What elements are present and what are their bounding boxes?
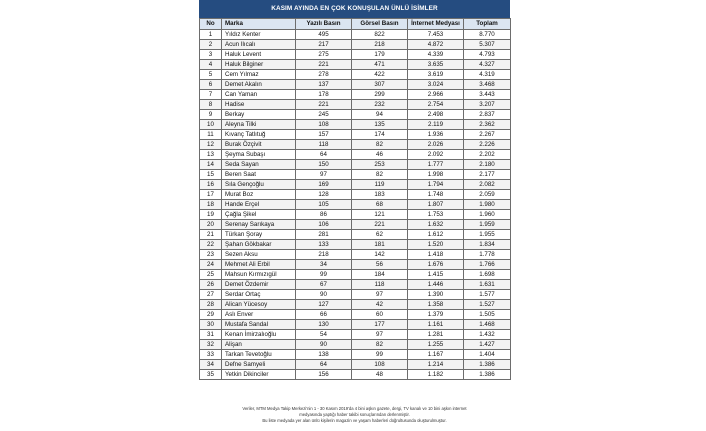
cell-gorsel: 48: [352, 370, 408, 380]
cell-name: Beren Saat: [222, 170, 296, 180]
cell-toplam: 1.955: [464, 230, 511, 240]
cell-gorsel: 135: [352, 120, 408, 130]
cell-yazili: 221: [296, 60, 352, 70]
table-row: [200, 250, 511, 260]
cell-yazili: 245: [296, 110, 352, 120]
cell-gorsel: 422: [352, 70, 408, 80]
footnote-line: Veriler, MTM Medya Takip Merkezi'nin 1 - 30 Kasım 2019'da 4 bini aşkın gazete, dergi, TV kanalı ve 10 bini aşkın internet: [242, 406, 467, 411]
cell-gorsel: 822: [352, 30, 408, 40]
table-row: [200, 330, 511, 340]
cell-no: 24: [200, 260, 222, 270]
cell-yazili: 275: [296, 50, 352, 60]
ranking-panel: [199, 0, 510, 431]
table-row: [200, 130, 511, 140]
table-row: [200, 170, 511, 180]
cell-yazili: 127: [296, 300, 352, 310]
cell-gorsel: 60: [352, 310, 408, 320]
cell-toplam: 1.766: [464, 260, 511, 270]
cell-yazili: 64: [296, 360, 352, 370]
cell-no: 18: [200, 200, 222, 210]
cell-yazili: 54: [296, 330, 352, 340]
cell-name: Yıldız Kenter: [222, 30, 296, 40]
cell-internet: 1.214: [408, 360, 464, 370]
column-header-internet-medyasi: İnternet Medyası: [408, 19, 464, 30]
cell-internet: 1.807: [408, 200, 464, 210]
cell-name: Serdar Ortaç: [222, 290, 296, 300]
cell-name: Serenay Sarıkaya: [222, 220, 296, 230]
table-row: [200, 320, 511, 330]
cell-yazili: 64: [296, 150, 352, 160]
cell-yazili: 128: [296, 190, 352, 200]
cell-gorsel: 218: [352, 40, 408, 50]
cell-no: 29: [200, 310, 222, 320]
cell-name: Alican Yücesoy: [222, 300, 296, 310]
cell-name: Tarkan Tevetoğlu: [222, 350, 296, 360]
table-row: [200, 190, 511, 200]
cell-no: 4: [200, 60, 222, 70]
cell-internet: 3.635: [408, 60, 464, 70]
table-title: KASIM AYINDA EN ÇOK KONUŞULAN ÜNLÜ İSİMLER: [199, 0, 510, 18]
cell-no: 30: [200, 320, 222, 330]
table-row: [200, 180, 511, 190]
cell-yazili: 217: [296, 40, 352, 50]
cell-gorsel: 108: [352, 360, 408, 370]
cell-toplam: 1.432: [464, 330, 511, 340]
cell-name: Aleyna Tilki: [222, 120, 296, 130]
cell-toplam: 3.468: [464, 80, 511, 90]
cell-yazili: 138: [296, 350, 352, 360]
cell-yazili: 137: [296, 80, 352, 90]
cell-name: Mahsun Kırmızıgül: [222, 270, 296, 280]
cell-yazili: 67: [296, 280, 352, 290]
cell-internet: 1.753: [408, 210, 464, 220]
cell-toplam: 3.207: [464, 100, 511, 110]
cell-yazili: 221: [296, 100, 352, 110]
cell-internet: 1.167: [408, 350, 464, 360]
cell-gorsel: 82: [352, 140, 408, 150]
cell-gorsel: 46: [352, 150, 408, 160]
cell-no: 27: [200, 290, 222, 300]
cell-no: 32: [200, 340, 222, 350]
cell-gorsel: 253: [352, 160, 408, 170]
cell-internet: 1.182: [408, 370, 464, 380]
cell-toplam: 2.267: [464, 130, 511, 140]
cell-toplam: 5.307: [464, 40, 511, 50]
cell-toplam: 1.505: [464, 310, 511, 320]
table-row: [200, 220, 511, 230]
cell-toplam: 1.404: [464, 350, 511, 360]
table-row: [200, 290, 511, 300]
cell-toplam: 1.386: [464, 360, 511, 370]
cell-gorsel: 62: [352, 230, 408, 240]
cell-yazili: 106: [296, 220, 352, 230]
cell-internet: 2.754: [408, 100, 464, 110]
cell-yazili: 178: [296, 90, 352, 100]
cell-name: Seda Sayan: [222, 160, 296, 170]
table-row: [200, 50, 511, 60]
cell-gorsel: 42: [352, 300, 408, 310]
cell-name: Yetkin Dikinciler: [222, 370, 296, 380]
cell-internet: 3.024: [408, 80, 464, 90]
cell-yazili: 218: [296, 250, 352, 260]
cell-toplam: 1.834: [464, 240, 511, 250]
cell-name: Can Yaman: [222, 90, 296, 100]
cell-toplam: 2.059: [464, 190, 511, 200]
table-row: [200, 310, 511, 320]
table-row: [200, 200, 511, 210]
cell-internet: 1.936: [408, 130, 464, 140]
cell-no: 7: [200, 90, 222, 100]
cell-no: 23: [200, 250, 222, 260]
cell-name: Sıla Gençoğlu: [222, 180, 296, 190]
cell-internet: 1.998: [408, 170, 464, 180]
column-header-no: No: [200, 19, 222, 30]
cell-no: 35: [200, 370, 222, 380]
cell-no: 1: [200, 30, 222, 40]
table-row: [200, 370, 511, 380]
cell-toplam: 3.443: [464, 90, 511, 100]
cell-toplam: 1.960: [464, 210, 511, 220]
cell-name: Mehmet Ali Erbil: [222, 260, 296, 270]
cell-no: 10: [200, 120, 222, 130]
cell-no: 21: [200, 230, 222, 240]
cell-yazili: 105: [296, 200, 352, 210]
cell-gorsel: 142: [352, 250, 408, 260]
cell-yazili: 34: [296, 260, 352, 270]
cell-gorsel: 183: [352, 190, 408, 200]
cell-gorsel: 97: [352, 330, 408, 340]
table-row: [200, 140, 511, 150]
cell-no: 16: [200, 180, 222, 190]
cell-name: Haluk Bilginer: [222, 60, 296, 70]
cell-no: 3: [200, 50, 222, 60]
column-header-yazili-basin: Yazılı Basın: [296, 19, 352, 30]
cell-internet: 1.415: [408, 270, 464, 280]
table-row: [200, 70, 511, 80]
cell-gorsel: 119: [352, 180, 408, 190]
table-row: [200, 40, 511, 50]
footnote-line: Bu liste medyada yer alan ünlü kişilerin magazin ve yaşam haberleri doğrultusunda oluşturulmuştur.: [262, 418, 447, 423]
header-row: [200, 19, 511, 30]
cell-name: Şeyma Subaşı: [222, 150, 296, 160]
table-row: [200, 90, 511, 100]
cell-internet: 1.676: [408, 260, 464, 270]
table-row: [200, 30, 511, 40]
cell-internet: 2.966: [408, 90, 464, 100]
cell-yazili: 108: [296, 120, 352, 130]
cell-internet: 1.612: [408, 230, 464, 240]
cell-toplam: 4.319: [464, 70, 511, 80]
cell-no: 26: [200, 280, 222, 290]
cell-no: 9: [200, 110, 222, 120]
cell-yazili: 169: [296, 180, 352, 190]
cell-internet: 1.390: [408, 290, 464, 300]
cell-internet: 2.119: [408, 120, 464, 130]
cell-internet: 3.619: [408, 70, 464, 80]
cell-toplam: 1.577: [464, 290, 511, 300]
cell-name: Türkan Şoray: [222, 230, 296, 240]
table-row: [200, 340, 511, 350]
ranking-table: [199, 18, 511, 380]
cell-yazili: 133: [296, 240, 352, 250]
cell-yazili: 97: [296, 170, 352, 180]
cell-internet: 2.026: [408, 140, 464, 150]
cell-no: 15: [200, 170, 222, 180]
cell-gorsel: 471: [352, 60, 408, 70]
table-row: [200, 80, 511, 90]
cell-yazili: 150: [296, 160, 352, 170]
cell-yazili: 157: [296, 130, 352, 140]
cell-yazili: 86: [296, 210, 352, 220]
cell-gorsel: 232: [352, 100, 408, 110]
table-row: [200, 100, 511, 110]
table-row: [200, 240, 511, 250]
cell-toplam: 1.778: [464, 250, 511, 260]
table-row: [200, 120, 511, 130]
cell-gorsel: 94: [352, 110, 408, 120]
cell-toplam: 2.180: [464, 160, 511, 170]
cell-gorsel: 121: [352, 210, 408, 220]
cell-name: Demet Özdemir: [222, 280, 296, 290]
cell-internet: 1.255: [408, 340, 464, 350]
footnote-line: medyasında yaptığı haber takibi sonuçlarından derlenmiştir.: [299, 412, 410, 417]
cell-internet: 1.748: [408, 190, 464, 200]
cell-name: Aslı Enver: [222, 310, 296, 320]
cell-no: 34: [200, 360, 222, 370]
cell-no: 6: [200, 80, 222, 90]
cell-name: Kenan İmirzalıoğlu: [222, 330, 296, 340]
table-row: [200, 160, 511, 170]
cell-internet: 1.281: [408, 330, 464, 340]
cell-name: Mustafa Sandal: [222, 320, 296, 330]
cell-no: 25: [200, 270, 222, 280]
cell-no: 5: [200, 70, 222, 80]
cell-internet: 1.161: [408, 320, 464, 330]
cell-no: 28: [200, 300, 222, 310]
cell-no: 17: [200, 190, 222, 200]
cell-yazili: 278: [296, 70, 352, 80]
cell-no: 33: [200, 350, 222, 360]
cell-internet: 1.632: [408, 220, 464, 230]
cell-gorsel: 99: [352, 350, 408, 360]
column-header-toplam: Toplam: [464, 19, 511, 30]
cell-name: Hadise: [222, 100, 296, 110]
cell-yazili: 66: [296, 310, 352, 320]
cell-yazili: 99: [296, 270, 352, 280]
table-row: [200, 260, 511, 270]
cell-internet: 1.446: [408, 280, 464, 290]
cell-toplam: 1.980: [464, 200, 511, 210]
cell-yazili: 156: [296, 370, 352, 380]
cell-gorsel: 118: [352, 280, 408, 290]
table-row: [200, 280, 511, 290]
cell-no: 2: [200, 40, 222, 50]
cell-internet: 1.379: [408, 310, 464, 320]
cell-toplam: 1.427: [464, 340, 511, 350]
table-row: [200, 350, 511, 360]
cell-yazili: 90: [296, 290, 352, 300]
cell-toplam: 2.202: [464, 150, 511, 160]
cell-gorsel: 179: [352, 50, 408, 60]
cell-toplam: 8.770: [464, 30, 511, 40]
table-row: [200, 360, 511, 370]
cell-name: Haluk Levent: [222, 50, 296, 60]
cell-name: Sezen Aksu: [222, 250, 296, 260]
cell-toplam: 1.631: [464, 280, 511, 290]
cell-gorsel: 82: [352, 340, 408, 350]
cell-name: Şahan Gökbakar: [222, 240, 296, 250]
cell-yazili: 495: [296, 30, 352, 40]
cell-no: 31: [200, 330, 222, 340]
cell-toplam: 1.527: [464, 300, 511, 310]
cell-yazili: 90: [296, 340, 352, 350]
cell-name: Defne Samyeli: [222, 360, 296, 370]
cell-yazili: 118: [296, 140, 352, 150]
cell-yazili: 130: [296, 320, 352, 330]
column-header-marka: Marka: [222, 19, 296, 30]
cell-no: 20: [200, 220, 222, 230]
cell-toplam: 1.468: [464, 320, 511, 330]
cell-toplam: 2.226: [464, 140, 511, 150]
cell-gorsel: 56: [352, 260, 408, 270]
cell-gorsel: 97: [352, 290, 408, 300]
cell-name: Berkay: [222, 110, 296, 120]
cell-internet: 2.498: [408, 110, 464, 120]
table-row: [200, 110, 511, 120]
cell-no: 13: [200, 150, 222, 160]
cell-toplam: 1.386: [464, 370, 511, 380]
cell-name: Demet Akalın: [222, 80, 296, 90]
cell-gorsel: 68: [352, 200, 408, 210]
footnote: [203, 406, 506, 424]
cell-no: 19: [200, 210, 222, 220]
cell-no: 11: [200, 130, 222, 140]
cell-gorsel: 181: [352, 240, 408, 250]
cell-toplam: 2.837: [464, 110, 511, 120]
cell-toplam: 4.793: [464, 50, 511, 60]
cell-gorsel: 177: [352, 320, 408, 330]
cell-internet: 1.794: [408, 180, 464, 190]
cell-name: Alişan: [222, 340, 296, 350]
cell-no: 12: [200, 140, 222, 150]
column-header-gorsel-basin: Görsel Basın: [352, 19, 408, 30]
cell-gorsel: 174: [352, 130, 408, 140]
cell-name: Çağla Şikel: [222, 210, 296, 220]
cell-toplam: 4.327: [464, 60, 511, 70]
cell-toplam: 2.082: [464, 180, 511, 190]
cell-name: Cem Yılmaz: [222, 70, 296, 80]
cell-gorsel: 82: [352, 170, 408, 180]
cell-gorsel: 307: [352, 80, 408, 90]
table-row: [200, 210, 511, 220]
cell-yazili: 281: [296, 230, 352, 240]
cell-gorsel: 184: [352, 270, 408, 280]
cell-internet: 2.092: [408, 150, 464, 160]
cell-toplam: 2.177: [464, 170, 511, 180]
cell-internet: 1.358: [408, 300, 464, 310]
cell-name: Burak Özçivit: [222, 140, 296, 150]
cell-toplam: 2.362: [464, 120, 511, 130]
table-row: [200, 60, 511, 70]
table-row: [200, 300, 511, 310]
cell-internet: 7.453: [408, 30, 464, 40]
table-row: [200, 150, 511, 160]
cell-name: Hande Erçel: [222, 200, 296, 210]
cell-gorsel: 221: [352, 220, 408, 230]
cell-gorsel: 299: [352, 90, 408, 100]
cell-internet: 1.520: [408, 240, 464, 250]
table-row: [200, 230, 511, 240]
cell-name: Kıvanç Tatlıtuğ: [222, 130, 296, 140]
cell-internet: 4.339: [408, 50, 464, 60]
table-row: [200, 270, 511, 280]
cell-toplam: 1.959: [464, 220, 511, 230]
cell-no: 14: [200, 160, 222, 170]
cell-no: 8: [200, 100, 222, 110]
cell-toplam: 1.698: [464, 270, 511, 280]
cell-internet: 1.777: [408, 160, 464, 170]
cell-no: 22: [200, 240, 222, 250]
cell-internet: 1.418: [408, 250, 464, 260]
cell-name: Murat Boz: [222, 190, 296, 200]
cell-internet: 4.872: [408, 40, 464, 50]
cell-name: Acun Ilıcalı: [222, 40, 296, 50]
